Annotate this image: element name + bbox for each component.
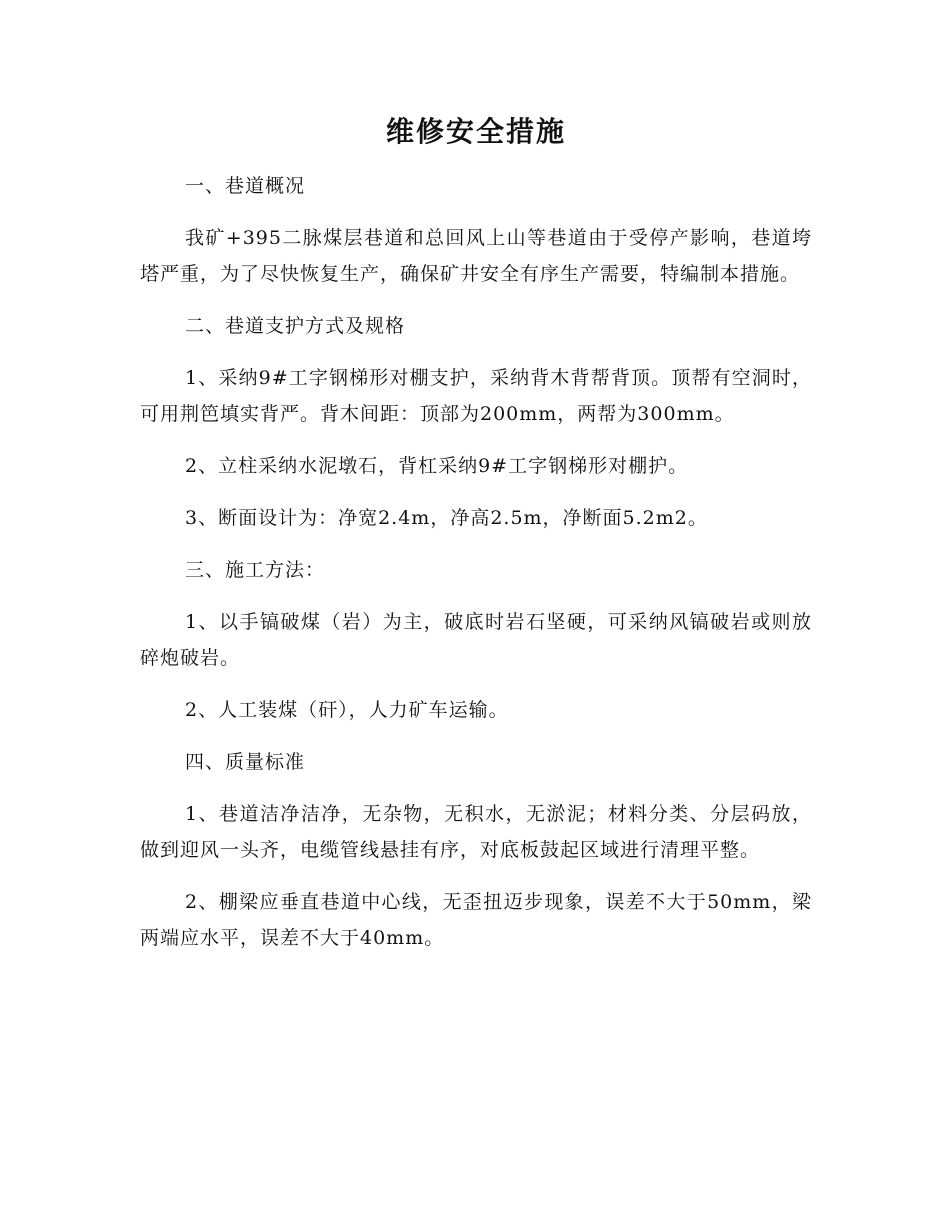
paragraph-support-1: 1、采纳9#工字钢梯形对棚支护，采纳背木背帮背顶。顶帮有空洞时，可用荆笆填实背严。背木间距：顶部为200mm，两帮为300mm。 xyxy=(140,367,812,425)
document-body xyxy=(140,112,812,972)
section-heading-support: 二、巷道支护方式及规格 xyxy=(185,315,406,337)
document-title: 维修安全措施 xyxy=(385,115,566,148)
paragraph-construction-2: 2、人工装煤（矸），人力矿车运输。 xyxy=(185,699,509,721)
paragraph-support-3: 3、断面设计为：净宽2.4m，净高2.5m，净断面5.2m2。 xyxy=(185,507,708,529)
paragraph-construction-1: 1、以手镐破煤（岩）为主，破底时岩石坚硬，可采纳风镐破岩或则放碎炮破岩。 xyxy=(140,611,812,669)
paragraph-quality-2: 2、棚梁应垂直巷道中心线，无歪扭迈步现象，误差不大于50mm，梁两端应水平，误差不大于40mm。 xyxy=(140,891,812,949)
paragraph-support-2: 2、立柱采纳水泥墩石，背杠采纳9#工字钢梯形对棚护。 xyxy=(185,455,689,477)
section-heading-quality: 四、质量标准 xyxy=(185,751,306,773)
paragraph-overview: 我矿+395二脉煤层巷道和总回风上山等巷道由于受停产影响，巷道垮塔严重，为了尽快恢复生产，确保矿井安全有序生产需要，特编制本措施。 xyxy=(140,227,812,285)
section-heading-construction: 三、施工方法： xyxy=(185,559,326,581)
paragraph-quality-1: 1、巷道洁净洁净，无杂物，无积水，无淤泥；材料分类、分层码放，做到迎风一头齐，电缆管线悬挂有序，对底板鼓起区域进行清理平整。 xyxy=(140,803,812,861)
section-heading-overview: 一、巷道概况 xyxy=(185,175,306,197)
